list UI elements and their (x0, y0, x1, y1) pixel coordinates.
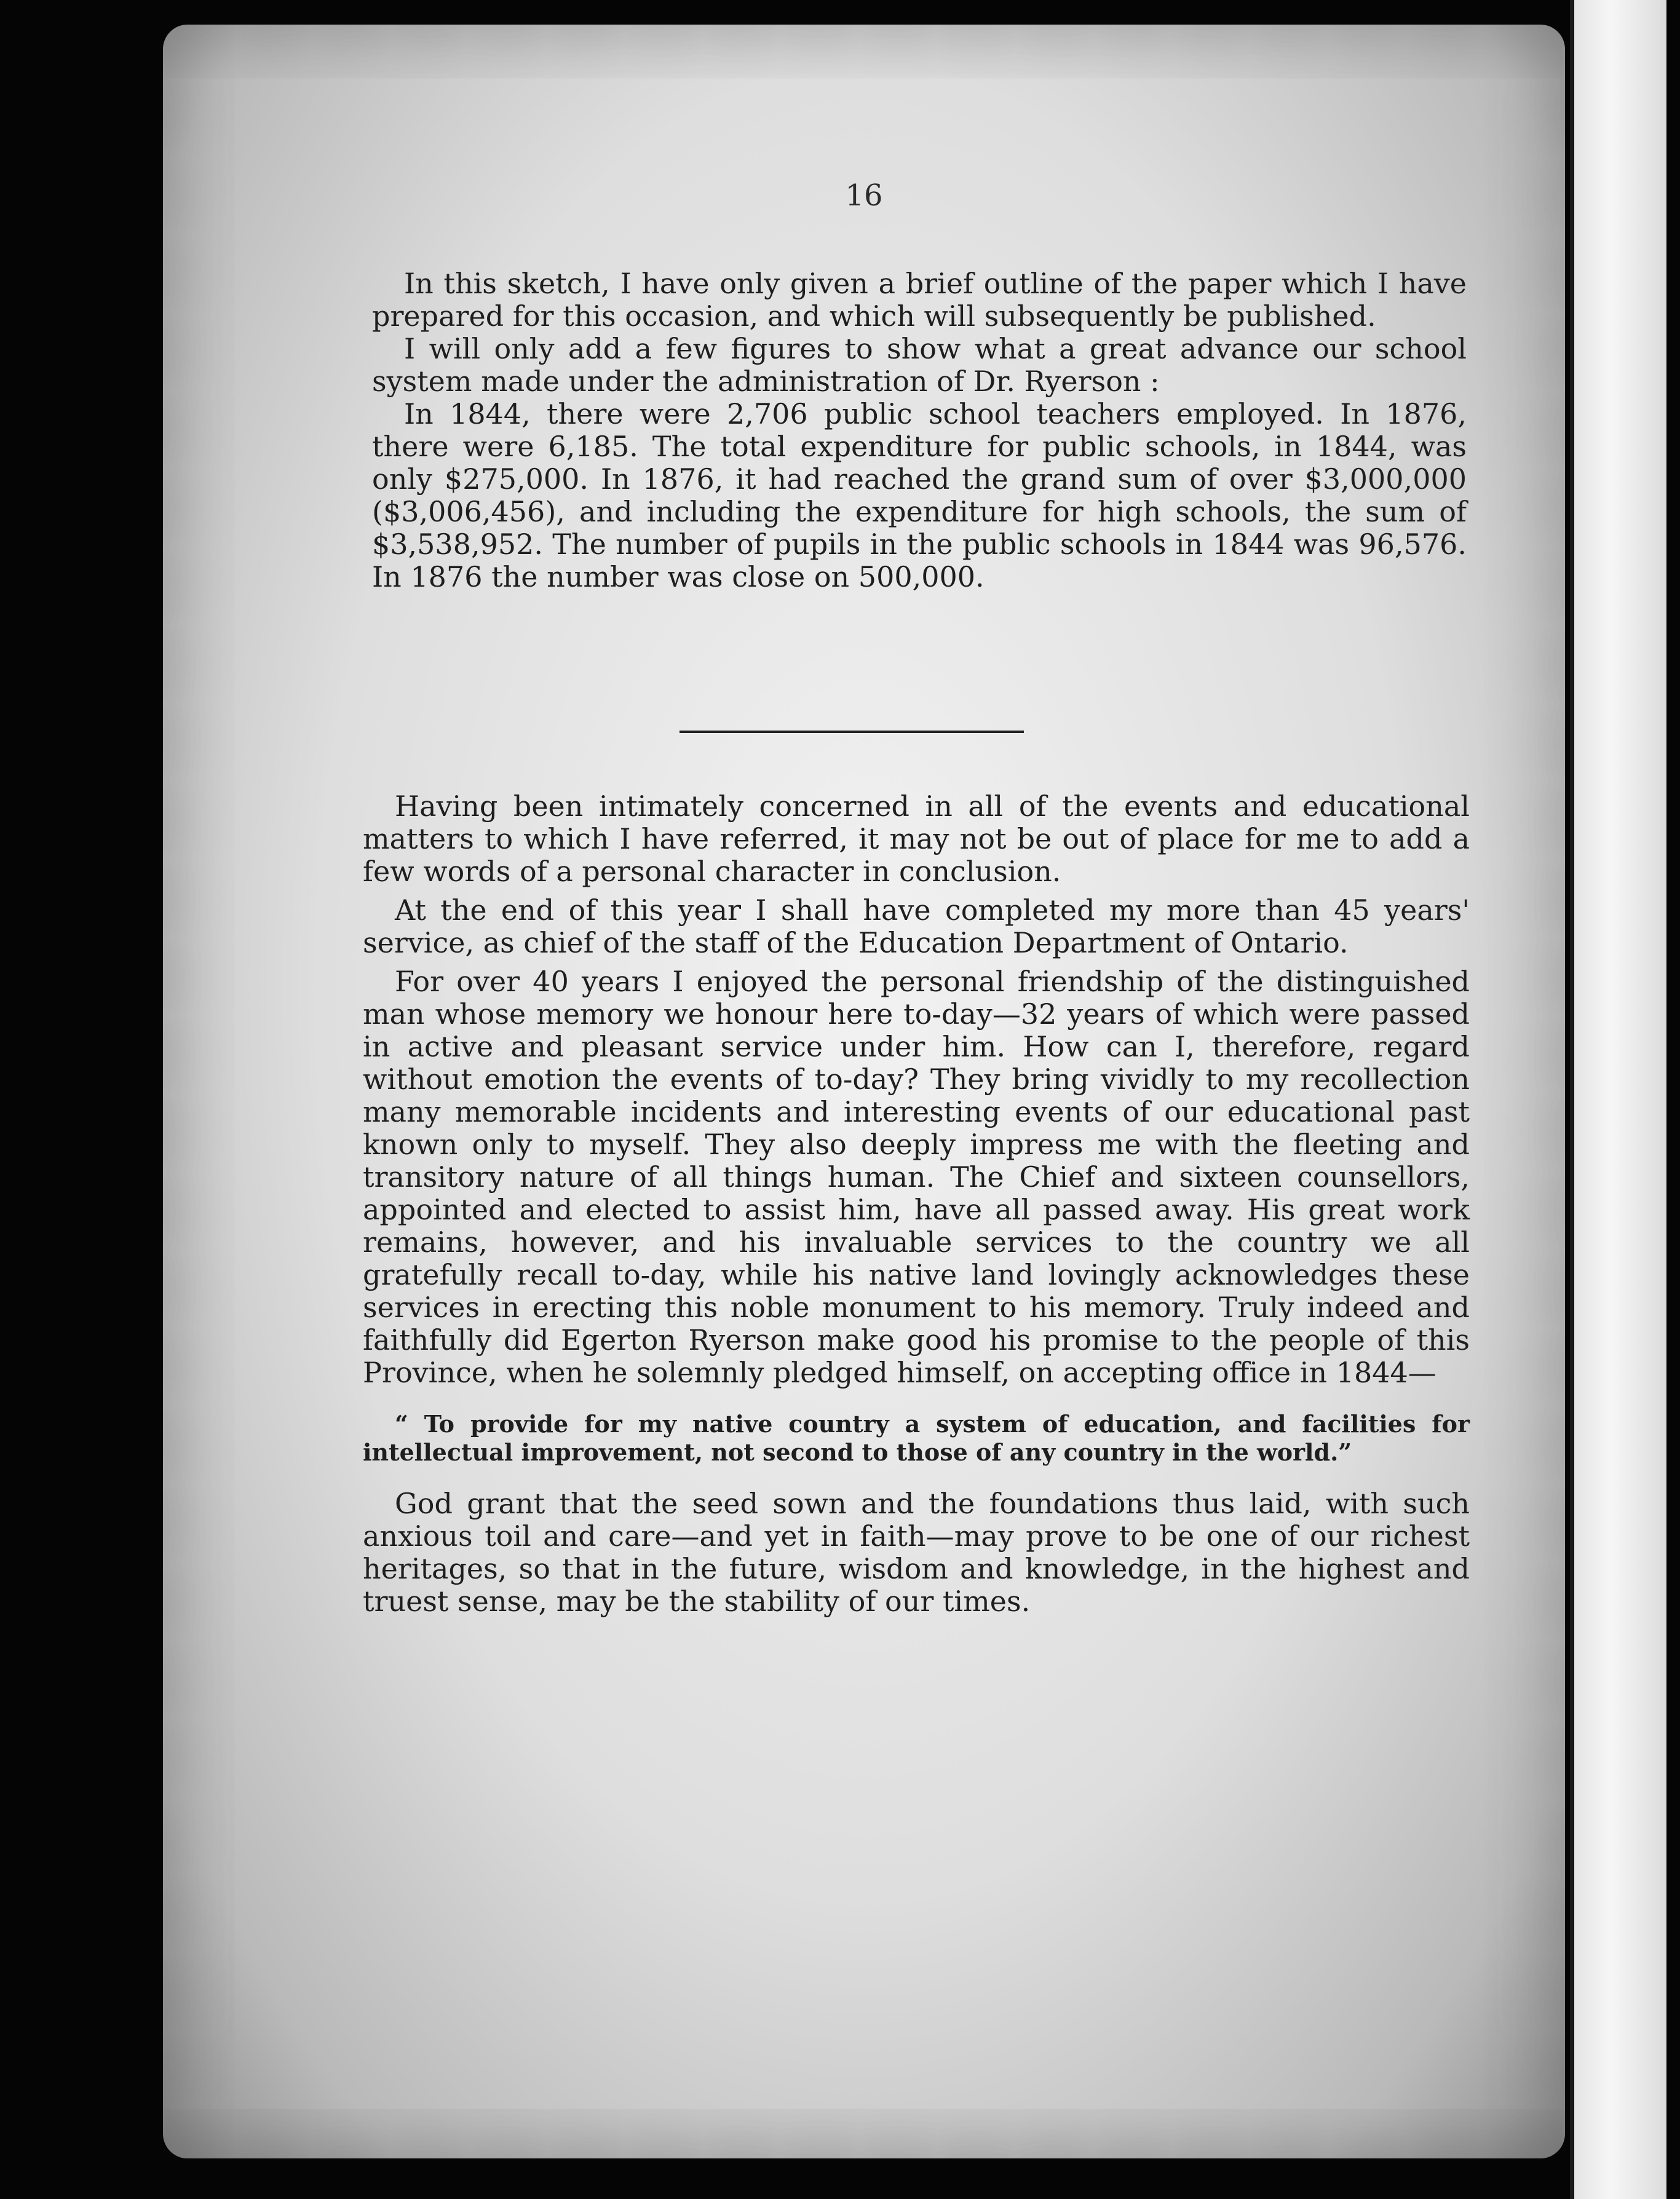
paragraph-closing-prayer: God grant that the seed sown and the foundations thus laid, with such anxious toil and care—and yet in faith—may prove to be one of our richest heritages, so that in the future, wisdom and knowledge, in the highest and truest sense, may be the stability of our times. (363, 1487, 1470, 1618)
paragraph-personal-intro: Having been intimately concerned in all of the events and educational matters to which I have referred, it may not be out of place for me to add a few words of a personal character in conclusion. (363, 790, 1470, 888)
page-number: 16 (845, 178, 883, 213)
adjacent-page-edge (1574, 0, 1666, 2199)
ryerson-quote: “ To provide for my native country a system of education, and facilities for intellectual improvement, not second to those of any country in the world.” (363, 1410, 1470, 1466)
document-page (163, 25, 1565, 2158)
page-gutter-line (1570, 0, 1574, 2199)
paragraph-years-service: At the end of this year I shall have completed my more than 45 years' service, as chief of the staff of the Education Department of Ontario. (363, 893, 1470, 959)
paragraph-friendship: For over 40 years I enjoyed the personal friendship of the distinguished man whose memory we honour here to-day—32 years of which were passed in active and pleasant service under him. How can I, therefore, regard without emotion the events of to-day? They bring vividly to my recollection many memorable incidents and interesting events of our educational past known only to myself. They also deeply impress me with the fleeting and transitory nature of all things human. The Chief and sixteen counsellors, appointed and elected to assist him, have all passed away. His great work remains, however, and his invaluable services to the country we all gratefully recall to-day, while his native land lovingly acknowledges these services in erecting this noble monument to his memory. Truly indeed and faithfully did Egerton Ryerson make good his promise to the people of this Province, when he solemnly pledged himself, on accepting office in 1844— (363, 965, 1470, 1389)
top-section (372, 267, 1467, 593)
paragraph-sketch-outline: In this sketch, I have only given a brief outline of the paper which I have prepared for this occasion, and which will subsequently be published. (372, 267, 1467, 333)
paragraph-statistics: In 1844, there were 2,706 public school teachers employed. In 1876, there were 6,185. The total expenditure for public schools, in 1844, was only $275,000. In 1876, it had reached the grand sum of over $3,000,000 ($3,006,456), and including the expenditure for high schools, the sum of $3,538,952. The number of pupils in the public schools in 1844 was 96,576. In 1876 the number was close on 500,000. (372, 397, 1467, 593)
main-section (363, 790, 1470, 1618)
paragraph-figures-intro: I will only add a few figures to show what a great advance our school system made under the administration of Dr. Ryerson : (372, 332, 1467, 398)
section-divider (680, 731, 1024, 733)
